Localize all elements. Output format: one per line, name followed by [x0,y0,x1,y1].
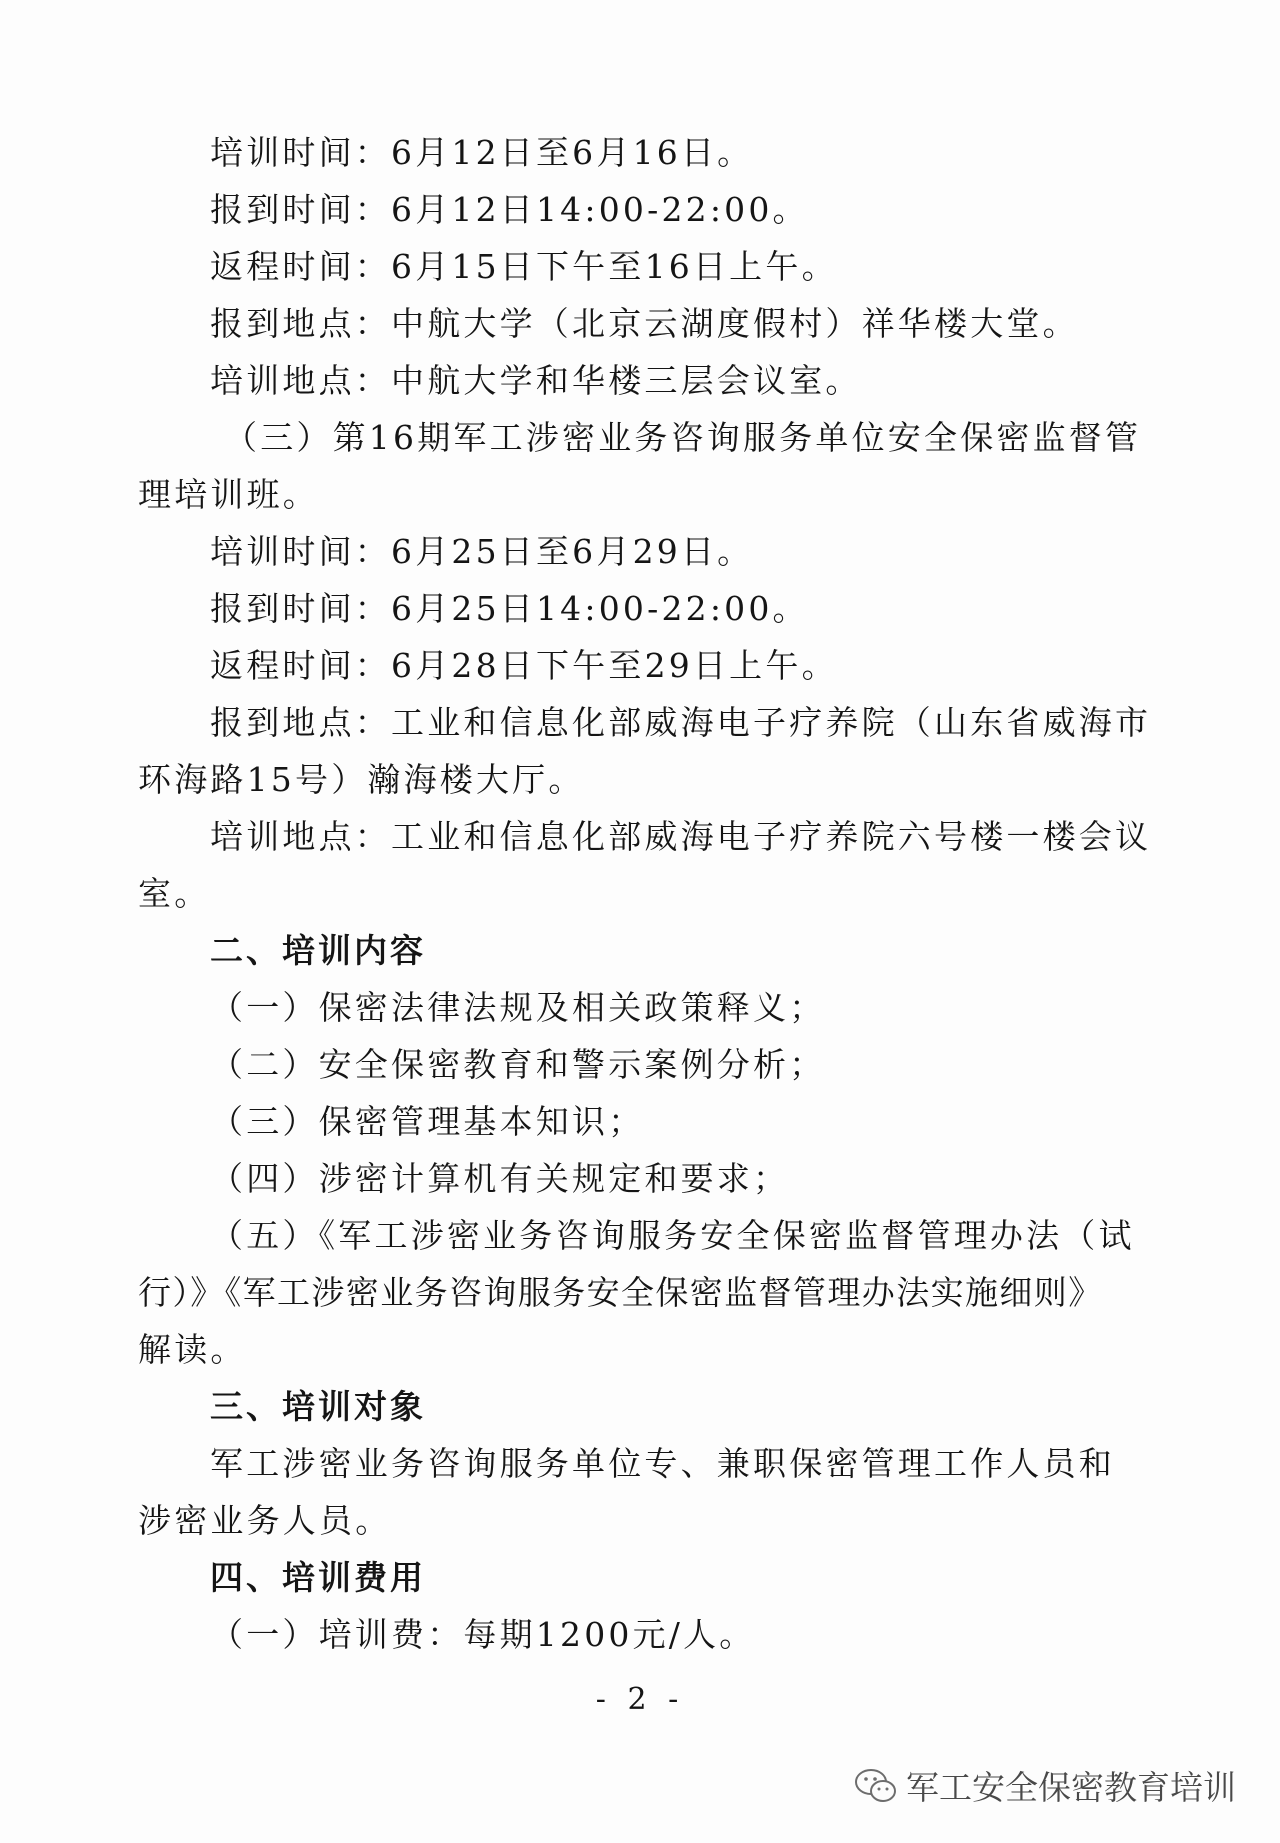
text-line: 培训时间：6月25日至6月29日。 [210,532,754,571]
list-item: （五）《军工涉密业务咨询服务安全保密监督管理办法（试 [210,1216,1135,1255]
document-body [138,124,1152,1663]
page-number: - 2 - [595,1682,685,1717]
list-item: （一）培训费：每期1200元/人。 [210,1615,756,1654]
watermark-text: 军工安全保密教育培训 [906,1768,1236,1807]
text-line: 返程时间：6月15日下午至16日上午。 [210,247,838,286]
text-line: 培训时间：6月12日至6月16日。 [210,133,754,172]
text-line: 室。 [138,874,211,913]
section-heading: 二、培训内容 [210,931,426,970]
text-line: 涉密业务人员。 [138,1501,392,1540]
text-line: 环海路15号）瀚海楼大厅。 [138,760,585,799]
list-item: （一）保密法律法规及相关政策释义； [210,988,826,1027]
text-line: 培训地点：工业和信息化部威海电子疗养院六号楼一楼会议 [210,817,1152,856]
watermark [854,1762,1236,1809]
list-item: （二）安全保密教育和警示案例分析； [210,1045,826,1084]
text-line: （三）第16期军工涉密业务咨询服务单位安全保密监督管 [224,418,1142,457]
text-line: 返程时间：6月28日下午至29日上午。 [210,646,838,685]
wechat-icon [854,1767,898,1805]
text-line: 报到地点：工业和信息化部威海电子疗养院（山东省威海市 [210,703,1152,742]
text-line: 报到时间：6月25日14:00-22:00。 [210,589,809,628]
text-line: 理培训班。 [138,475,319,514]
text-line: 报到时间：6月12日14:00-22:00。 [210,190,809,229]
text-line: 报到地点：中航大学（北京云湖度假村）祥华楼大堂。 [210,304,1079,343]
list-item: （三）保密管理基本知识； [210,1102,645,1141]
section-heading: 三、培训对象 [210,1387,426,1426]
text-line: 培训地点：中航大学和华楼三层会议室。 [210,361,862,400]
section-heading: 四、培训费用 [210,1558,426,1597]
text-line: 行）》《军工涉密业务咨询服务安全保密监督管理办法实施细则》 [138,1273,1103,1312]
text-line: 解读。 [138,1330,247,1369]
text-line: 军工涉密业务咨询服务单位专、兼职保密管理工作人员和 [210,1444,1115,1483]
list-item: （四）涉密计算机有关规定和要求； [210,1159,790,1198]
